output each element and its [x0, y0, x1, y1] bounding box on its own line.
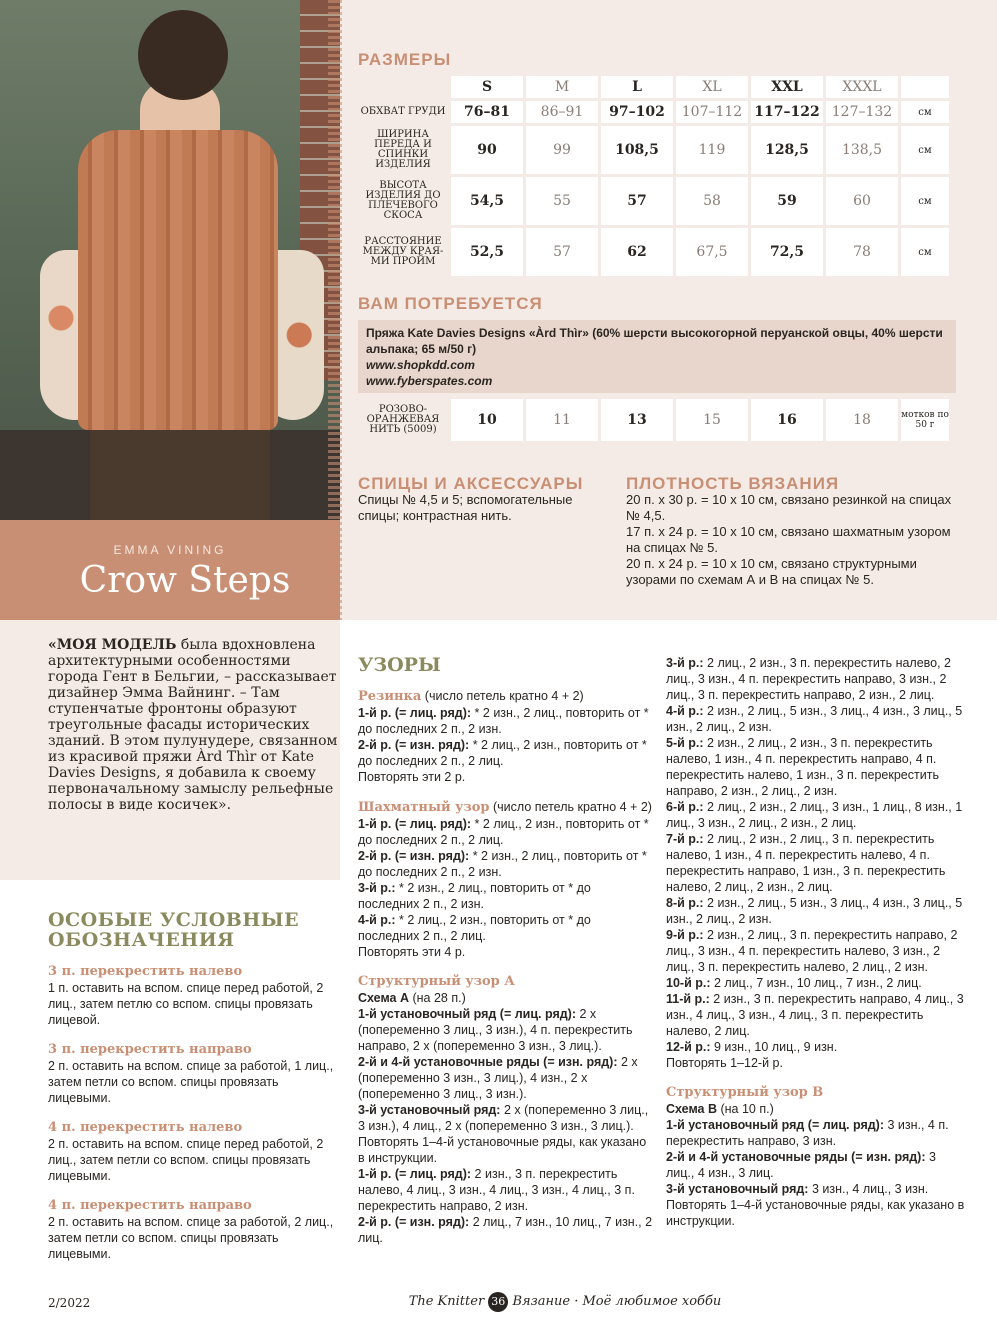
row-key: 6-й р.:: [666, 800, 704, 814]
intro-lead: «МОЯ МОДЕЛЬ: [48, 637, 177, 653]
cell: 15: [676, 399, 748, 441]
cell: 86–91: [526, 101, 598, 123]
yarn-description: [366, 325, 951, 389]
repeat-note: Повторять 1–4-й установочные ряды, как указано в инструкции.: [666, 1198, 965, 1228]
row-key: 10-й р.:: [666, 976, 711, 990]
photo-hair: [138, 10, 228, 100]
row-key: 9-й р.:: [666, 928, 704, 942]
unit-cell: см: [901, 177, 949, 225]
gauge-line: 20 п. х 24 р. = 10 х 10 см, связано структурными узорами по схемам А и В на спицах № 5.: [626, 556, 917, 587]
cell: 67,5: [676, 228, 748, 276]
size-s: S: [451, 76, 523, 98]
table-row: [358, 177, 949, 225]
legend-list: [48, 964, 338, 1262]
page-number: 36: [488, 1292, 508, 1312]
patterns-column-2: [666, 655, 966, 1229]
row-text: 3 изн., 4 лиц., 3 изн.: [808, 1182, 929, 1196]
yarn-color-label: РОЗОВО-ОРАНЖЕВАЯ НИТЬ (5009): [366, 404, 440, 435]
row-key: 5-й р.:: [666, 736, 704, 750]
row-key: 1-й р. (= лиц. ряд):: [358, 1167, 472, 1181]
row-text: 3 изн., 4 п. перекрестить направо, 3 изн.: [666, 1118, 949, 1148]
gauge-title: ПЛОТНОСТЬ ВЯЗАНИЯ: [626, 474, 840, 493]
row-key: 1-й р. (= лиц. ряд):: [358, 817, 472, 831]
size-m: M: [526, 76, 598, 98]
cell: 54,5: [451, 177, 523, 225]
row-text: 2 изн., 3 п. перекрестить направо, 4 лиц., 3 изн., 4 лиц., 3 изн., 4 лиц., 3 п. перекрестить налево, 2 лиц.: [666, 992, 964, 1038]
cell: 127–132: [826, 101, 898, 123]
unit-cell: см: [901, 228, 949, 276]
size-xxl: XXL: [751, 76, 823, 98]
scheme-text: (на 10 п.): [717, 1102, 774, 1116]
cell: 119: [676, 126, 748, 174]
scheme-text: (на 28 п.): [409, 991, 466, 1005]
table-row: [358, 126, 949, 174]
cell: 59: [751, 177, 823, 225]
row-key: 4-й р.:: [666, 704, 704, 718]
row-text: 2 х (попеременно 3 лиц., 3 изн.), 4 п. перекрестить направо, 2 х (попеременно 3 изн., 3 лиц.).: [358, 1007, 633, 1053]
row-key: 3-й установочный ряд:: [666, 1182, 809, 1196]
zigzag-edge: [328, 0, 342, 620]
patterns-column-1: [358, 688, 653, 1246]
row-key: 2-й р. (= изн. ряд):: [358, 849, 470, 863]
scheme-key: Схема В: [666, 1102, 717, 1116]
row-text: 2 лиц., 2 изн., 2 лиц., 3 изн., 1 лиц., 8 изн., 1 лиц., 3 изн., 2 лиц., 2 изн., 2 лиц.: [666, 800, 963, 830]
legend-item-name: 3 п. перекрестить направо: [48, 1042, 252, 1057]
size-l: L: [601, 76, 673, 98]
legend-item-name: 3 п. перекрестить налево: [48, 964, 243, 979]
needles-text: Спицы № 4,5 и 5; вспомогательные спицы; контрастная нить.: [358, 492, 573, 523]
cell: 11: [526, 399, 598, 441]
row-text: 2 х (попеременно 3 изн., 3 лиц.), 4 изн., 2 х (попеременно 3 лиц., 3 изн.).: [358, 1055, 638, 1101]
row-text: 2 лиц., 2 изн., 3 п. перекрестить налево, 2 лиц., 3 изн., 4 п. перекрестить направо, 3 изн., 2 лиц., 3 п. перекрестить направо, 2 изн., 2 лиц.: [666, 656, 952, 702]
row-text: 3 лиц., 4 изн., 3 лиц.: [666, 1150, 936, 1180]
cell: 138,5: [826, 126, 898, 174]
photo-vest: [78, 130, 278, 430]
row-text: 2 изн., 2 лиц., 3 п. перекрестить направо, 2 лиц., 3 изн., 4 п. перекрестить налево, 3 изн., 2 лиц., 3 п. перекрестить налево, 2 лиц., 2 изн.: [666, 928, 958, 974]
intro-quote: [48, 637, 338, 813]
cell: 57: [526, 228, 598, 276]
cell: 99: [526, 126, 598, 174]
cell: 76–81: [451, 101, 523, 123]
gauge-text: [626, 492, 966, 588]
patterns-title: УЗОРЫ: [358, 654, 441, 676]
yarn-text: Пряжа Kate Davies Designs «Àrd Thìr» (60% шерсти высокогорной перуанской овцы, 40% шерсти альпака; 65 м/50 г): [366, 326, 943, 356]
needles-title: СПИЦЫ И АКСЕССУАРЫ: [358, 474, 584, 493]
row-key: 1-й установочный ряд (= лиц. ряд):: [666, 1118, 884, 1132]
table-row: [358, 228, 949, 276]
row-text: * 2 изн., 2 лиц., повторить от * до последних 2 п., 2 изн.: [358, 706, 649, 736]
row-key: 4-й р.:: [358, 913, 396, 927]
table-row: [358, 101, 949, 123]
cell: 13: [601, 399, 673, 441]
cell: 72,5: [751, 228, 823, 276]
cell: 128,5: [751, 126, 823, 174]
row-key: 11-й р.:: [666, 992, 710, 1006]
row-text: 2 лиц., 7 изн., 10 лиц., 7 изн., 2 лиц.: [358, 1215, 653, 1245]
row-key: 2-й р. (= изн. ряд):: [358, 738, 470, 752]
gauge-line: 20 п. х 30 р. = 10 х 10 см, связано резинкой на спицах № 4,5.: [626, 492, 952, 523]
cell: 117–122: [751, 101, 823, 123]
fyberspates-link[interactable]: www.fyberspates.com: [366, 374, 493, 388]
cell: 58: [676, 177, 748, 225]
legend-item-text: 1 п. оставить на вспом. спице перед работой, 2 лиц., затем петлю со вспом. спицы провязать лицевой.: [48, 981, 324, 1027]
legend-item-name: 4 п. перекрестить налево: [48, 1120, 243, 1135]
cell: 55: [526, 177, 598, 225]
repeat-note: Повторять 1–4-й установочные ряды, как указано в инструкции.: [358, 1135, 647, 1165]
cell: 10: [451, 399, 523, 441]
rib-name: Резинка: [358, 689, 422, 704]
pattern-a-name: Структурный узор А: [358, 974, 515, 989]
row-key: 1-й р. (= лиц. ряд):: [358, 706, 472, 720]
row-key: 3-й р.:: [358, 881, 396, 895]
row-key: 8-й р.:: [666, 896, 704, 910]
model-photo: [0, 0, 340, 520]
photo-pants: [90, 430, 270, 520]
cell: 16: [751, 399, 823, 441]
row-key: 3-й установочный ряд:: [358, 1103, 501, 1117]
row-text: 2 х (попеременно 3 лиц., 3 изн.), 4 лиц., 2 х (попеременно 3 изн., 3 лиц.).: [358, 1103, 649, 1133]
cell: 52,5: [451, 228, 523, 276]
row-key: 2-й и 4-й установочные ряды (= изн. ряд):: [666, 1150, 926, 1164]
row-key: 2-й и 4-й установочные ряды (= изн. ряд):: [358, 1055, 618, 1069]
cell: 57: [601, 177, 673, 225]
size-xxxl: XXXL: [826, 76, 898, 98]
repeat-note: Повторять 1–12-й р.: [666, 1056, 783, 1070]
gauge-line: 17 п. х 24 р. = 10 х 10 см, связано шахматным узором на спицах № 5.: [626, 524, 951, 555]
intro-body: была вдохновлена архитектурными особенностями города Гент в Бельгии, – рассказывает дизайнер Эмма Вайнинг. – Там ступенчатые фронтоны образуют треугольные фасады исторических зданий. В этом пулунудере, связанном из красивой пряжи Àrd Thìr от Kate Davies Designs, я добавила к своему первоначальному замыслу рельефные полосы в виде косичек».: [48, 637, 338, 813]
issue-date: 2/2022: [48, 1296, 91, 1310]
unit-cell: см: [901, 126, 949, 174]
row-label: ОБХВАТ ГРУДИ: [360, 106, 446, 117]
row-label: РАССТОЯНИЕ МЕЖДУ КРАЯ-МИ ПРОЙМ: [362, 236, 444, 267]
unit-cell: мотков по 50 г: [901, 399, 949, 441]
row-label: ВЫСОТА ИЗДЕЛИЯ ДО ПЛЕЧЕВОГО СКОСА: [365, 180, 441, 221]
row-text: * 2 изн., 2 лиц., повторить от * до последних 2 п., 2 изн.: [358, 849, 647, 879]
row-text: * 2 лиц., 2 изн., повторить от * до последних 2 п., 2 лиц.: [358, 817, 649, 847]
legend-title: ОСОБЫЕ УСЛОВНЫЕ ОБОЗНАЧЕНИЯ: [48, 909, 300, 951]
rib-note: (число петель кратно 4 + 2): [421, 689, 584, 703]
repeat-note: Повторять эти 4 р.: [358, 945, 466, 959]
pattern-b-name: Структурный узор В: [666, 1085, 824, 1100]
cell: 108,5: [601, 126, 673, 174]
cell: 107–112: [676, 101, 748, 123]
scheme-key: Схема А: [358, 991, 409, 1005]
table-row: [358, 399, 949, 441]
row-text: 2 изн., 2 лиц., 5 изн., 3 лиц., 4 изн., 3 лиц., 5 изн., 2 лиц., 2 изн.: [666, 896, 963, 926]
legend-item-text: 2 п. оставить на вспом. спице за работой, 1 лиц., затем петли со вспом. спицы провязать лицевыми.: [48, 1059, 334, 1105]
yarn-quantity-table: [355, 396, 952, 444]
magazine-footer: [330, 1292, 800, 1312]
sizes-table: [355, 73, 952, 279]
cell: 90: [451, 126, 523, 174]
row-text: * 2 лиц., 2 изн., повторить от * до последних 2 п., 2 лиц.: [358, 738, 647, 768]
repeat-note: Повторять эти 2 р.: [358, 770, 466, 784]
materials-title: ВАМ ПОТРЕБУЕТСЯ: [358, 294, 543, 313]
row-text: * 2 изн., 2 лиц., повторить от * до последних 2 п., 2 изн.: [358, 881, 591, 911]
row-key: 1-й установочный ряд (= лиц. ряд):: [358, 1007, 576, 1021]
row-key: 3-й р.:: [666, 656, 704, 670]
cell: 62: [601, 228, 673, 276]
check-note: (число петель кратно 4 + 2): [489, 800, 652, 814]
row-text: 2 лиц., 2 изн., 2 лиц., 3 п. перекрестить налево, 1 изн., 4 п. перекрестить налево, 4 п. перекрестить направо, 1 изн., 3 п. перекрестить налево, 2 лиц., 2 изн., 2 лиц.: [666, 832, 946, 894]
row-text: 2 лиц., 7 изн., 10 лиц., 7 изн., 2 лиц.: [710, 976, 922, 990]
cell: 97–102: [601, 101, 673, 123]
row-text: 9 изн., 10 лиц., 9 изн.: [710, 1040, 838, 1054]
cell: 60: [826, 177, 898, 225]
row-text: 2 изн., 2 лиц., 2 изн., 3 п. перекрестить налево, 1 изн., 4 п. перекрестить направо, 4 п. перекрестить налево, 1 изн., 3 п. перекрестить направо, 2 изн., 2 лиц., 2 изн.: [666, 736, 939, 798]
row-text: * 2 лиц., 2 изн., повторить от * до последних 2 п., 2 лиц.: [358, 913, 591, 943]
row-key: 7-й р.:: [666, 832, 704, 846]
pattern-title: Crow Steps: [79, 560, 291, 601]
row-text: 2 изн., 3 п. перекрестить налево, 4 лиц., 3 изн., 4 лиц., 3 изн., 4 лиц., 3 п. перекрестить направо, 2 изн.: [358, 1167, 635, 1213]
cell: 78: [826, 228, 898, 276]
cell: 18: [826, 399, 898, 441]
magazine-tagline: Вязание · Моё любимое хобби: [512, 1294, 722, 1309]
check-name: Шахматный узор: [358, 800, 490, 815]
shop-link[interactable]: www.shopkdd.com: [366, 358, 475, 372]
designer-name: EMMA VINING: [113, 543, 227, 557]
row-key: 2-й р. (= изн. ряд):: [358, 1215, 470, 1229]
magazine-name: The Knitter: [408, 1294, 485, 1309]
size-xl: XL: [676, 76, 748, 98]
row-key: 12-й р.:: [666, 1040, 711, 1054]
sizes-title: РАЗМЕРЫ: [358, 50, 452, 69]
row-label: ШИРИНА ПЕРЕДА И СПИНКИ ИЗДЕЛИЯ: [374, 129, 432, 170]
unit-cell: см: [901, 101, 949, 123]
legend-item-text: 2 п. оставить на вспом. спице перед работой, 2 лиц., затем петли со вспом. спицы провязать лицевыми.: [48, 1137, 324, 1183]
legend-item-text: 2 п. оставить на вспом. спице за работой, 2 лиц., затем петли со вспом. спицы провязать лицевыми.: [48, 1215, 334, 1261]
sizes-header-row: [358, 76, 949, 98]
row-text: 2 изн., 2 лиц., 5 изн., 3 лиц., 4 изн., 3 лиц., 5 изн., 2 лиц., 2 изн.: [666, 704, 963, 734]
legend-item-name: 4 п. перекрестить направо: [48, 1198, 252, 1213]
